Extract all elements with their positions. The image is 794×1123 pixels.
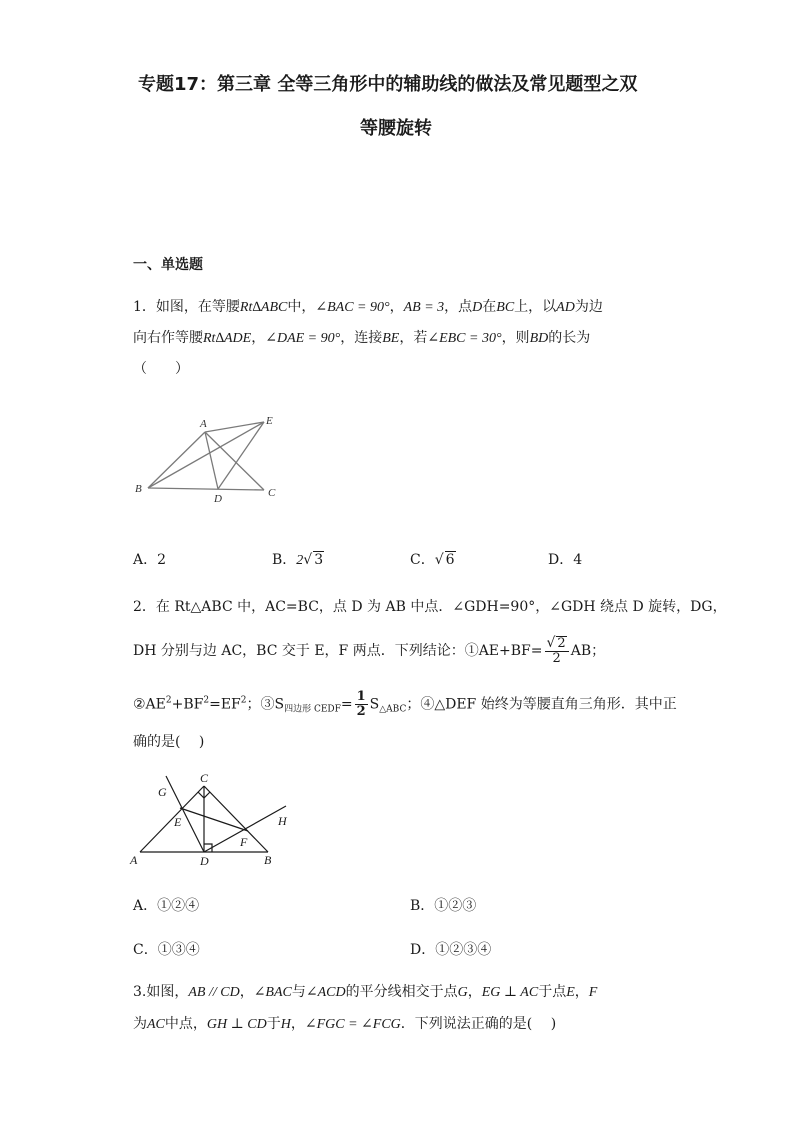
point-label-a: A — [130, 853, 138, 867]
q3-text: 于 — [266, 1016, 281, 1032]
q3-text: 3.如图， — [133, 984, 189, 1000]
q3-text: ， — [290, 1016, 305, 1032]
q1-text: ，若 — [399, 330, 428, 346]
q3-line1 — [133, 982, 597, 1003]
point-label-f: F — [240, 835, 248, 849]
q3-math: ∠FGC = ∠FCG — [304, 1017, 401, 1032]
point-label-e: E — [266, 415, 273, 427]
q2-text: +BF — [171, 696, 204, 713]
segment-bc — [148, 488, 264, 490]
q1-math: Rt∆ADE — [203, 331, 252, 346]
q3-math: AC — [147, 1017, 165, 1032]
segment-ac — [140, 786, 204, 852]
q1-text: 上，以 — [514, 299, 557, 315]
point-label-d: D — [214, 493, 222, 505]
option-letter: C． — [410, 552, 435, 568]
q1-math: ∠BAC = 90° — [315, 300, 390, 315]
q1-option-d: D．4 — [548, 552, 583, 568]
q3-math: GH ⊥ CD — [206, 1017, 267, 1032]
point-label-b: B — [264, 853, 272, 867]
q3-text: 于点 — [538, 984, 567, 1000]
q3-math: EG ⊥ AC — [481, 985, 539, 1000]
q2-line1: 2．在 Rt△ABC 中，AC=BC，点 D 为 AB 中点．∠GDH=90°，∠GDH 绕点 D 旋转，DG， — [133, 599, 727, 615]
radicand: 2 — [557, 636, 566, 651]
q2-text: =EF — [209, 696, 241, 713]
point-label-a: A — [200, 418, 207, 430]
point-label-c: C — [268, 487, 276, 499]
fraction-sqrt2-over-2 — [545, 636, 569, 666]
q2-option-d: D．①②③④ — [410, 942, 492, 958]
point-label-c: C — [200, 771, 209, 785]
q1-text: 向右作等腰 — [133, 330, 203, 346]
q1-line1 — [133, 297, 603, 318]
q1-text: 的长为 — [548, 330, 591, 346]
segment-ef — [180, 808, 248, 831]
option-letter: B． — [272, 552, 297, 568]
q1-math: AB = 3 — [403, 300, 445, 315]
q1-figure — [130, 410, 290, 505]
subscript: 四边形 CEDF — [284, 704, 341, 715]
radical-sign: √ — [546, 635, 556, 651]
exponent: 2 — [240, 695, 247, 706]
q1-text: ，连接 — [340, 330, 383, 346]
radicand: 6 — [445, 552, 455, 568]
radical-sign: √ — [434, 552, 444, 568]
q1-text: ， — [251, 330, 266, 346]
q1-math: Rt∆ABC — [239, 300, 288, 315]
q3-math: AB // CD — [188, 985, 240, 1000]
q2-line2 — [133, 636, 605, 666]
point-label-e: E — [174, 815, 182, 829]
subscript: △ABC — [379, 704, 407, 715]
q2-line4: 确的是( ) — [133, 734, 205, 750]
q2-line3 — [133, 690, 677, 720]
q1-text: ， — [389, 299, 404, 315]
radical-sign: √ — [303, 552, 313, 568]
numerator: 1 — [356, 689, 366, 704]
q1-text: ，点 — [444, 299, 473, 315]
q1-math: BD — [529, 331, 549, 346]
q1-text: 为边 — [574, 299, 603, 315]
q1-answer-blank: （ ） — [133, 361, 189, 377]
option-coefficient: 2 — [296, 553, 304, 568]
q3-text: ， — [574, 984, 589, 1000]
q2-text: S — [369, 696, 380, 713]
point-label-d: D — [200, 854, 209, 868]
q2-text: DH 分别与边 AC，BC 交于 E，F 两点．下列结论：①AE+BF= — [133, 643, 543, 659]
q3-text: 为 — [133, 1016, 147, 1032]
q2-text: ；③S — [246, 696, 285, 713]
section-heading: 一、单选题 — [133, 257, 203, 273]
q1-math: D — [472, 300, 483, 315]
radicand: 3 — [314, 552, 324, 568]
q3-math: F — [588, 985, 598, 1000]
q2-figure — [128, 768, 303, 868]
q1-text: ，则 — [501, 330, 530, 346]
q3-math: E — [566, 985, 575, 1000]
q3-text: 与 — [291, 984, 306, 1000]
q1-math: ∠DAE = 90° — [265, 331, 341, 346]
q2-option-b: B．①②③ — [410, 898, 477, 914]
q3-text: ， — [239, 984, 254, 1000]
segment-ac — [205, 432, 264, 490]
q3-math: G — [457, 985, 468, 1000]
denominator: 2 — [356, 704, 366, 719]
q1-text: 在 — [482, 299, 497, 315]
q3-text: ．下列说法正确的是( ) — [400, 1016, 557, 1032]
q3-line2 — [133, 1014, 556, 1035]
q1-text: 1．如图，在等腰 — [133, 299, 240, 315]
fraction-one-half — [355, 690, 368, 719]
point-label-b: B — [135, 483, 142, 495]
segment-de — [218, 422, 264, 489]
q2-option-c: C．①③④ — [133, 942, 200, 958]
q3-text: ， — [467, 984, 482, 1000]
q1-math: BE — [382, 331, 400, 346]
exponent: 2 — [203, 695, 210, 706]
q2-option-a: A．①②④ — [133, 898, 200, 914]
q1-math: AD — [556, 300, 575, 315]
q3-text: 中点， — [164, 1016, 207, 1032]
q1-option-a: A．2 — [133, 552, 167, 568]
q1-text: 中， — [287, 299, 316, 315]
segment-ad — [205, 432, 218, 489]
q2-text: = — [340, 696, 353, 713]
point-label-g: G — [158, 785, 167, 799]
page-title-line1: 专题17：第三章 全等三角形中的辅助线的做法及常见题型之双 — [138, 74, 638, 95]
denominator: 2 — [552, 651, 561, 666]
q1-option-b — [272, 549, 324, 569]
q2-text: AB； — [570, 643, 606, 659]
q1-math: BC — [496, 300, 515, 315]
q3-math: H — [280, 1017, 291, 1032]
q1-option-c — [410, 549, 456, 569]
q1-line2 — [133, 328, 590, 349]
q2-text: ；④△DEF 始终为等腰直角三角形．其中正 — [406, 696, 677, 713]
point-label-h: H — [278, 814, 287, 828]
q3-text: 的平分线相交于点 — [345, 984, 458, 1000]
q2-text: ②AE — [133, 696, 166, 713]
exponent: 2 — [165, 695, 172, 706]
q3-math: ∠BAC — [253, 985, 292, 1000]
q1-math: ∠EBC = 30° — [427, 331, 502, 346]
page-title-line2: 等腰旋转 — [360, 118, 432, 139]
q3-math: ∠ACD — [305, 985, 346, 1000]
